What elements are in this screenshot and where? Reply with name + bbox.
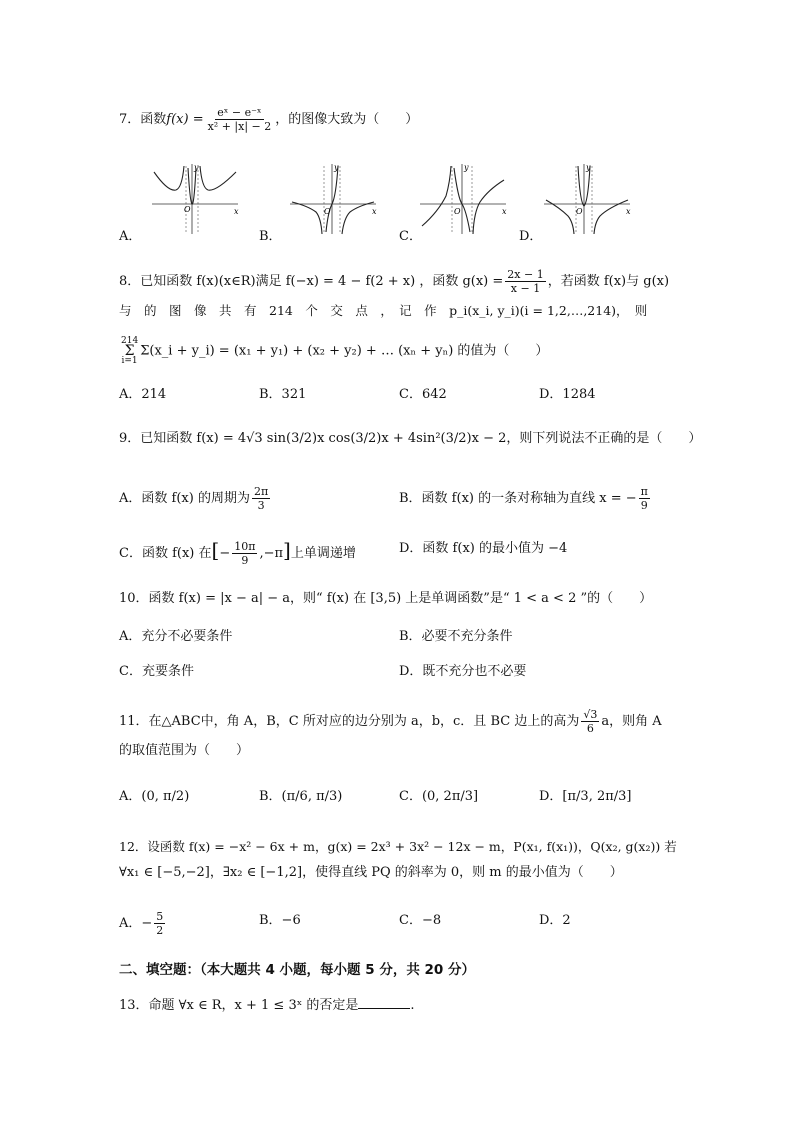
q9-option-a[interactable]: A．函数 f(x) 的周期为 $\frac{2\pi}{3}$ xyxy=(119,485,269,512)
q7-option-a[interactable]: A． xyxy=(119,229,142,244)
svg-text:y: y xyxy=(586,163,591,172)
q7-option-b[interactable]: B． xyxy=(259,229,282,244)
q8-fraction: $\frac{2x - 1}{x - 1}$ xyxy=(507,268,544,295)
svg-text:y: y xyxy=(334,163,339,172)
q11-option-c[interactable]: C．(0, 2π/3] xyxy=(399,789,479,804)
q9-option-d[interactable]: D．函数 f(x) 的最小值为 −4 xyxy=(399,541,568,556)
svg-text:x: x xyxy=(234,207,239,216)
svg-text:O: O xyxy=(324,207,331,216)
q7-stem: 7．函数f(x) = $\frac{\text{eˣ − e⁻ˣ}}{\text{x² + |x| − 2}}$ ，的图像大致为（ ） xyxy=(119,106,419,133)
q7-graph-b xyxy=(288,162,378,236)
q12-option-a[interactable]: A．− $\frac{5}{2}$ xyxy=(119,910,164,937)
q10-option-b[interactable]: B．必要不充分条件 xyxy=(399,629,513,644)
q7-option-c[interactable]: C． xyxy=(399,229,422,244)
q8-line3: 214 Σ i=1 Σ(x_i + y_i) = (x₁ + y₁) + (x₂ + y₂) + … (xₙ + yₙ) 的值为（ ） xyxy=(121,336,549,366)
q10-option-c[interactable]: C．充要条件 xyxy=(119,664,194,679)
q10-option-d[interactable]: D．既不充分也不必要 xyxy=(399,664,527,679)
q10-stem: 10．函数 f(x) = |x − a| − a，则“ f(x) 在 [3,5) 上是单调函数”是“ 1 < a < 2 ”的（ ） xyxy=(119,591,653,606)
svg-text:O: O xyxy=(576,207,583,216)
q8-option-a[interactable]: A．214 xyxy=(119,387,167,402)
q11-option-a[interactable]: A．(0, π/2) xyxy=(119,789,190,804)
svg-text:y: y xyxy=(464,163,469,172)
q9-option-b[interactable]: B．函数 f(x) 的一条对称轴为直线 x = − $\frac{\pi}{9}$ xyxy=(399,485,648,512)
q12-option-d[interactable]: D．2 xyxy=(539,913,571,928)
q11-option-b[interactable]: B．(π/6, π/3) xyxy=(259,789,343,804)
q7-option-d[interactable]: D． xyxy=(519,229,543,244)
q9-option-c[interactable]: C．函数 f(x) 在[− $\frac{10\pi}{9}$ ,−π]上单调递增 xyxy=(119,538,356,567)
svg-text:x: x xyxy=(626,207,631,216)
svg-text:y: y xyxy=(194,163,199,172)
q12-line1: 12．设函数 f(x) = −x² − 6x + m，g(x) = 2x³ + 3x² − 12x − m，P(x₁, f(x₁))，Q(x₂, g(x₂)) 若 xyxy=(119,839,677,854)
svg-text:O: O xyxy=(184,205,191,214)
q10-option-a[interactable]: A．充分不必要条件 xyxy=(119,629,233,644)
q7-graph-d xyxy=(542,162,632,236)
q11-stem: 11．在△ABC中，角 A，B，C 所对应的边分别为 a，b，c．且 BC 边上的高为 $\frac{√3}{6}$ a，则角 A xyxy=(119,708,662,735)
q11-line2: 的取值范围为（ ） xyxy=(119,743,250,758)
q8-option-d[interactable]: D．1284 xyxy=(539,387,596,402)
svg-text:O: O xyxy=(454,207,461,216)
q12-line2: ∀x₁ ∈ [−5,−2]，∃x₂ ∈ [−1,2]，使得直线 PQ 的斜率为 0，则 m 的最小值为（ ） xyxy=(119,865,623,880)
q7-graph-a xyxy=(150,162,240,236)
q7-fraction: $\frac{\text{eˣ − e⁻ˣ}}{\text{x² + |x| − 2}}$ xyxy=(207,106,272,133)
svg-text:x: x xyxy=(502,207,507,216)
q8-sum-limits: 214 Σ i=1 xyxy=(121,336,139,366)
q8-option-b[interactable]: B．321 xyxy=(259,387,307,402)
q9-stem: 9．已知函数 f(x) = 4√3 sin(3/2)x cos(3/2)x + 4sin²(3/2)x − 2，则下列说法不正确的是（ ） xyxy=(119,431,702,446)
q12-option-c[interactable]: C．−8 xyxy=(399,913,442,928)
q7-graph-c xyxy=(418,162,508,236)
q11-option-d[interactable]: D．[π/3, 2π/3] xyxy=(539,789,632,804)
q13-answer-blank[interactable] xyxy=(358,996,410,1009)
section-heading: 二、填空题：（本大题共 4 小题，每小题 5 分，共 20 分） xyxy=(119,962,476,978)
q8-line2: 与 的 图 像 共 有 214 个 交 点 ， 记 作 p_i(x_i, y_i)(i = 1,2,…,214)， 则 xyxy=(119,303,648,318)
q8-option-c[interactable]: C．642 xyxy=(399,387,447,402)
q13-stem: 13．命题 ∀x ∈ R，x + 1 ≤ 3ˣ 的否定是 . xyxy=(119,998,415,1013)
q12-option-b[interactable]: B．−6 xyxy=(259,913,301,928)
svg-text:x: x xyxy=(372,207,377,216)
q8-line1: 8．已知函数 f(x)(x∈R)满足 f(−x) = 4 − f(2 + x) ，函数 g(x) = $\frac{2x - 1}{x - 1}$ ，若函数 f(x)与 g(x) xyxy=(119,268,670,295)
